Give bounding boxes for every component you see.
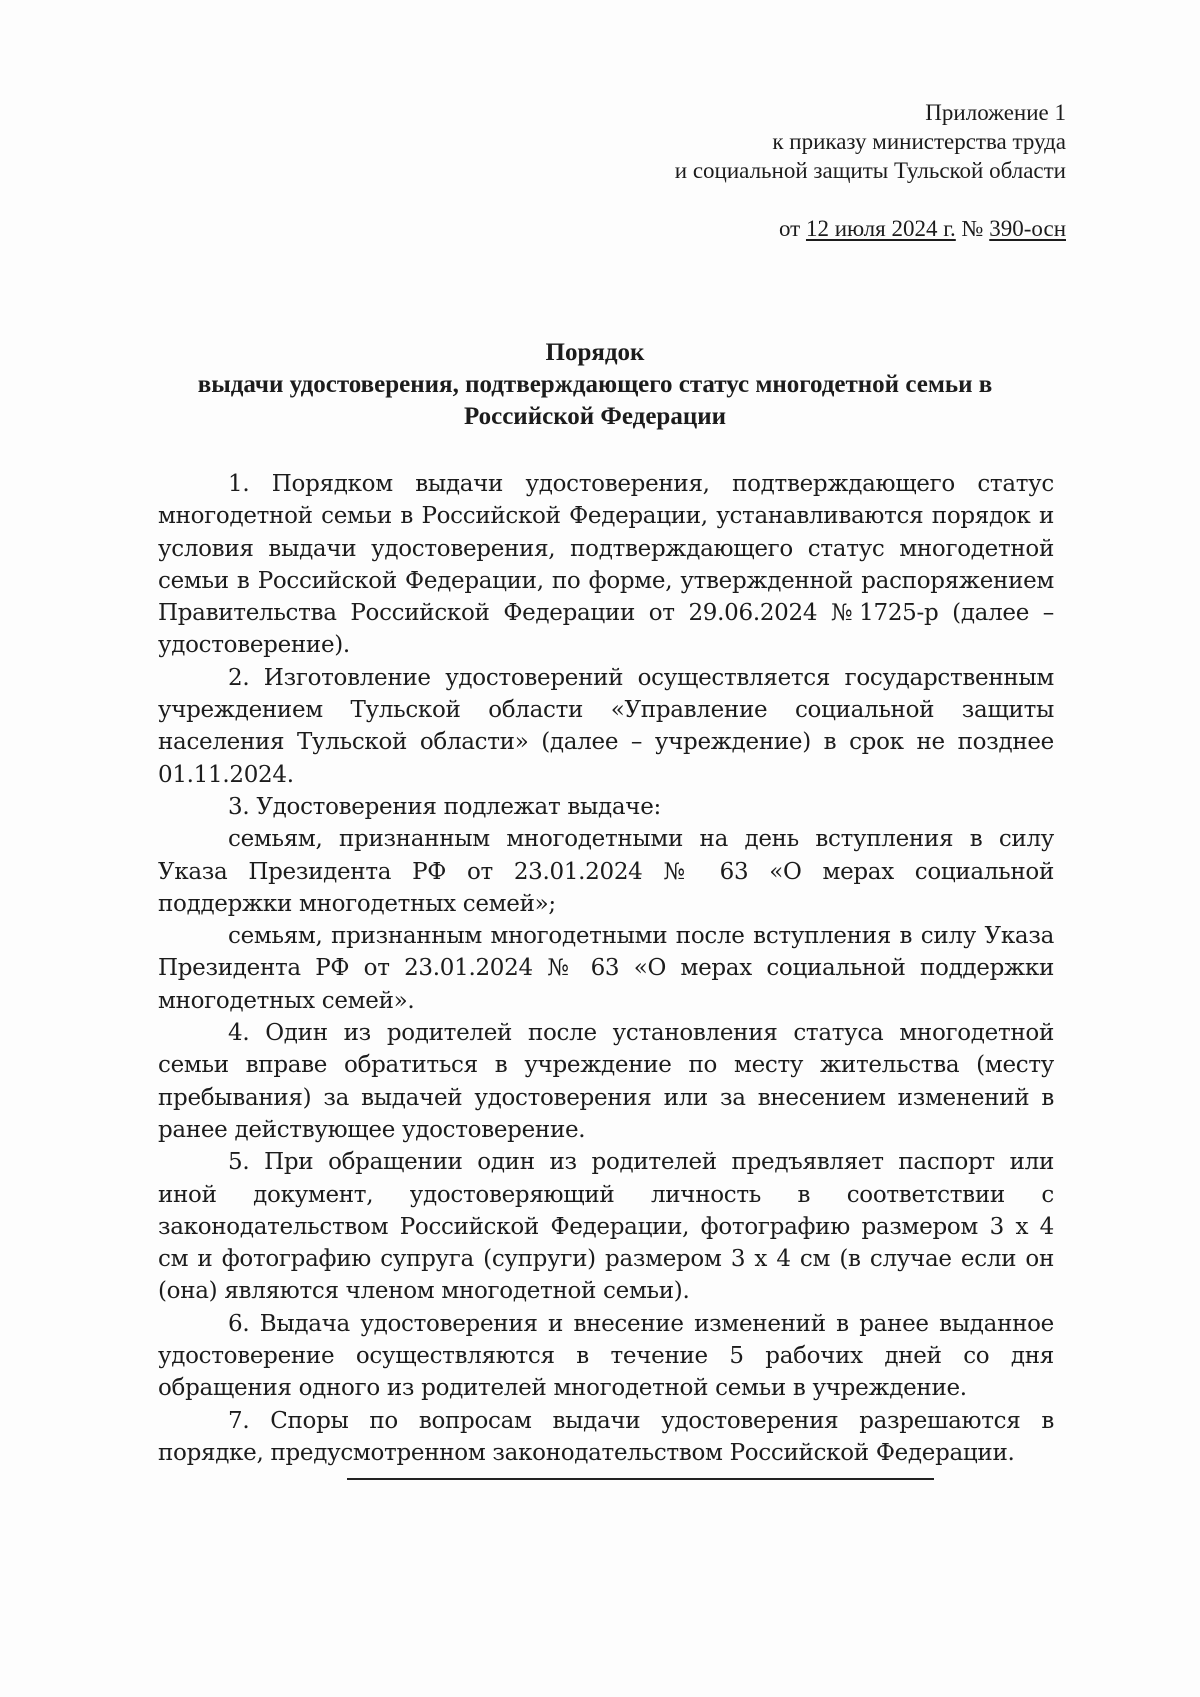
paragraph-7: 7. Споры по вопросам выдачи удостоверения разрешаются в порядке, предусмотренном законодательством Российской Федерации. <box>158 1407 1054 1466</box>
end-separator-line <box>347 1478 934 1480</box>
paragraph-6: 6. Выдача удостоверения и внесение изменений в ранее выданное удостоверение осуществляются в течение 5 рабочих дней со дня обращения одного из родителей многодетной семьи в учреждение. <box>158 1310 1054 1402</box>
paragraph-4: 4. Один из родителей после установления статуса многодетной семьи вправе обратиться в учреждение по месту жительства (месту пребывания) за выдачей удостоверения или за внесением изменений в ранее действующее удостоверение. <box>158 1020 1054 1143</box>
order-number: 390-осн <box>989 216 1066 241</box>
appendix-header <box>675 98 1066 185</box>
order-number-sign: № <box>955 216 990 241</box>
appendix-line-2: к приказу министерства труда <box>772 129 1066 154</box>
paragraph-3-item-2: семьям, признанным многодетными после вступления в силу Указа Президента РФ от 23.01.2024 № 63 «О мерах социальной поддержки многодетных семей». <box>158 923 1054 1014</box>
appendix-line-1: Приложение 1 <box>925 100 1066 125</box>
paragraph-3-item-1: семьям, признанным многодетными на день вступления в силу Указа Президента РФ от 23.01.2024 № 63 «О мерах социальной поддержки многодетных семей»; <box>158 826 1054 917</box>
paragraph-2: 2. Изготовление удостоверений осуществляется государственным учреждением Тульской области «Управление социальной защиты населения Тульской области» (далее – учреждение) в срок не позднее 01.11.2024. <box>158 664 1054 788</box>
title-line-3: Российской Федерации <box>463 403 727 430</box>
order-prefix: от <box>778 216 806 241</box>
document-body <box>158 468 1054 1469</box>
title-line-2: выдачи удостоверения, подтверждающего статус многодетной семьи в <box>197 371 993 398</box>
order-reference <box>779 214 1066 243</box>
document-title <box>150 337 1040 433</box>
paragraph-1: 1. Порядком выдачи удостоверения, подтверждающего статус многодетной семьи в Российской Федерации, устанавливаются порядок и условия выдачи удостоверения, подтверждающего статус многодетной семьи в Российской Федерации, по форме, утвержденной распоряжением Правительства Российской Федерации от 29.06.2024 №1725-р (далее – удостоверение). <box>158 471 1054 659</box>
title-line-1: Порядок <box>545 339 645 366</box>
appendix-line-3: и социальной защиты Тульской области <box>674 158 1066 183</box>
order-date: 12 июля 2024 г. <box>805 216 956 241</box>
paragraph-5: 5. При обращении один из родителей предъявляет паспорт или иной документ, удостоверяющий личность в соответствии с законодательством Российской Федерации, фотографию размером 3 x 4 см и фотографию супруга (супруги) размером 3 x 4 см (в случае если он (она) являются членом многодетной семьи). <box>158 1149 1054 1305</box>
paragraph-3: 3. Удостоверения подлежат выдаче: <box>228 793 661 820</box>
